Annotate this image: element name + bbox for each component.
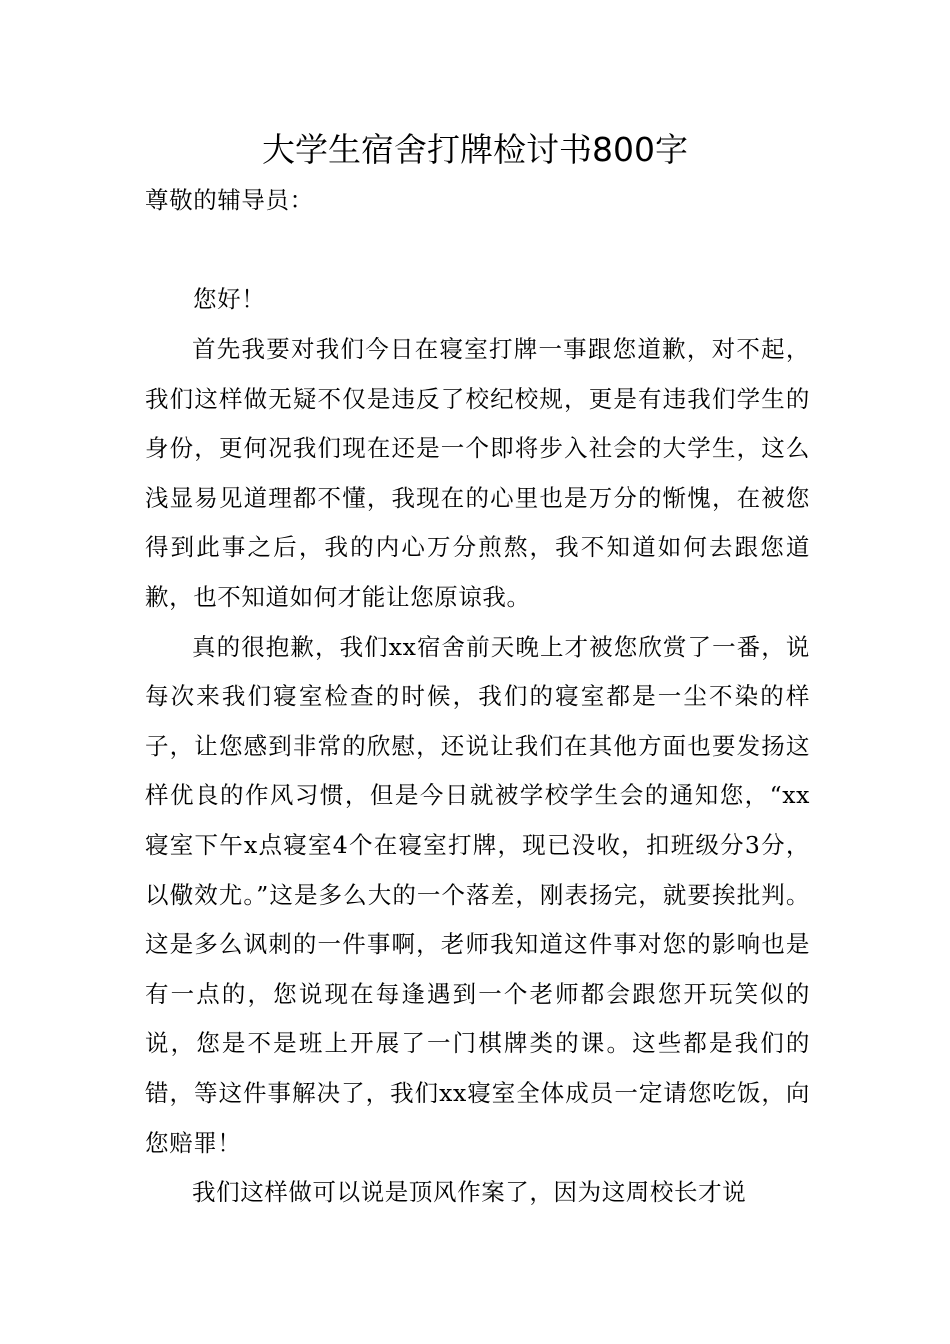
paragraph-apology: 首先我要对我们今日在寝室打牌一事跟您道歉，对不起，我们这样做无疑不仅是违反了校纪校规，更是有违我们学生的身份，更何况我们现在还是一个即将步入社会的大学生，这么浅显易见道理都不懂，我现在的心里也是万分的惭愧，在被您得到此事之后，我的内心万分煎熬，我不知道如何去跟您道歉，也不知道如何才能让您原谅我。 [145, 335, 810, 611]
paragraph-context: 真的很抱歉，我们xx宿舍前天晚上才被您欣赏了一番，说每次来我们寝室检查的时候，我们的寝室都是一尘不染的样子，让您感到非常的欣慰，还说让我们在其他方面也要发扬这样优良的作风习惯，但是今日就被学校学生会的通知您，“xx寝室下午x点寝室4个在寝室打牌，现已没收，扣班级分3分，以儆效尤。”这是多么大的一个落差，刚表扬完，就要挨批判。这是多么讽刺的一件事啊，老师我知道这件事对您的影响也是有一点的，您说现在每逢遇到一个老师都会跟您开玩笑似的说，您是不是班上开展了一门棋牌类的课。这些都是我们的错，等这件事解决了，我们xx寝室全体成员一定请您吃饭，向您赔罪！ [145, 632, 810, 1157]
document-title: 大学生宿舍打牌检讨书800字 [262, 130, 688, 169]
salutation: 尊敬的辅导员： [145, 186, 314, 214]
greeting: 您好！ [193, 285, 266, 313]
letter-body [145, 325, 810, 1218]
paragraph-continuation: 我们这样做可以说是顶风作案了，因为这周校长才说 [192, 1178, 747, 1207]
